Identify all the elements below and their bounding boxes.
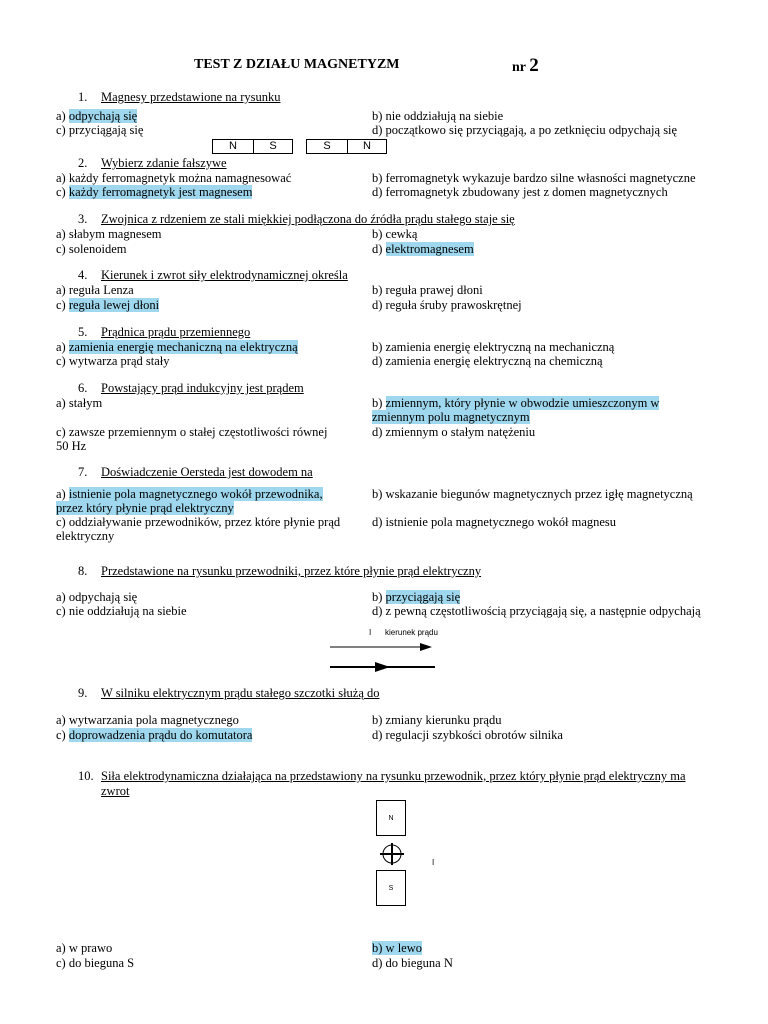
q7-question: Doświadczenie Oersteda jest dowodem na xyxy=(101,465,313,479)
q5-option-c[interactable]: c) wytwarza prąd stały xyxy=(56,354,170,368)
q10-question-line-1: Siła elektrodynamiczna działająca na przedstawiony na rysunku przewodnik, przez który płynie prąd elektryczny ma xyxy=(101,769,686,783)
q6-option-c[interactable]: c) zawsze przemiennym o stałej częstotliwości równej xyxy=(56,425,328,439)
q3-d-text: elektromagnesem xyxy=(385,242,474,256)
q4-question: Kierunek i zwrot siły elektrodynamicznej określa xyxy=(101,268,348,282)
q6-option-b-cont xyxy=(372,410,530,425)
q7-a-text-1: istnienie pola magnetycznego wokół przewodnika, xyxy=(68,487,323,501)
q2-question: Wybierz zdanie fałszywe xyxy=(101,156,227,170)
q9-option-d[interactable]: d) regulacji szybkości obrotów silnika xyxy=(372,728,563,742)
q10-magnet-n: N xyxy=(376,800,406,836)
q10-conductor-into-page-icon xyxy=(380,843,404,865)
q1-option-b[interactable]: b) nie oddziałują na siebie xyxy=(372,109,504,123)
q5-option-d[interactable]: d) zamienia energię elektryczną na chemiczną xyxy=(372,354,603,368)
q5-a-letter: a) xyxy=(56,340,66,354)
q1-question: Magnesy przedstawione na rysunku xyxy=(101,90,281,104)
q9-option-b[interactable]: b) zmiany kierunku prądu xyxy=(372,713,502,727)
q7-option-d[interactable]: d) istnienie pola magnetycznego wokół magnesu xyxy=(372,515,617,529)
q4-option-d[interactable]: d) reguła śruby prawoskrętnej xyxy=(372,298,522,312)
q10-magnet-s: S xyxy=(376,870,406,906)
q6-option-a[interactable]: a) stałym xyxy=(56,396,103,410)
q9-c-text: doprowadzenia prądu do komutatora xyxy=(68,728,253,742)
q10-option-d[interactable]: d) do bieguna N xyxy=(372,956,453,970)
q3-option-c[interactable]: c) solenoidem xyxy=(56,242,127,256)
q3-option-d[interactable] xyxy=(372,242,474,257)
q4-option-c[interactable] xyxy=(56,298,159,313)
magnet-1-s: S xyxy=(253,139,293,154)
q3-option-a[interactable]: a) słabym magnesem xyxy=(56,227,162,241)
q2-option-a[interactable]: a) każdy ferromagnetyk można namagnesować xyxy=(56,171,292,185)
q8-fig-label: kierunek prądu xyxy=(385,628,438,637)
q3-question: Zwojnica z rdzeniem ze stali miękkiej podłączona do źródła prądu stałego staje się xyxy=(101,212,515,226)
q10-number: 10. xyxy=(78,769,94,783)
q7-option-c[interactable]: c) oddziaływanie przewodników, przez które płynie prąd xyxy=(56,515,341,529)
arrow-right-icon xyxy=(375,662,390,672)
q2-number: 2. xyxy=(78,156,88,170)
q8-number: 8. xyxy=(78,564,88,578)
q8-fig-current-symbol: I xyxy=(369,628,372,637)
q1-option-d[interactable]: d) początkowo się przyciągają, a po zetknięciu odpychają się xyxy=(372,123,678,137)
q7-option-c-cont: elektryczny xyxy=(56,529,115,543)
q2-c-text: każdy ferromagnetyk jest magnesem xyxy=(68,185,253,199)
q7-a-letter: a) xyxy=(56,487,66,501)
q10-b-text: b) w lewo xyxy=(372,941,422,955)
q8-option-a[interactable]: a) odpychają się xyxy=(56,590,138,604)
q7-option-a-cont xyxy=(56,501,234,516)
q8-question: Przedstawione na rysunku przewodniki, przez które płynie prąd elektryczny xyxy=(101,564,482,578)
q2-c-letter: c) xyxy=(56,185,66,199)
q8-option-c[interactable]: c) nie oddziałują na siebie xyxy=(56,604,187,618)
q10-option-a[interactable]: a) w prawo xyxy=(56,941,113,955)
q2-option-c[interactable] xyxy=(56,185,252,200)
arrow-right-icon xyxy=(420,643,432,651)
test-number-value: 2 xyxy=(529,55,539,76)
magnet-1-n: N xyxy=(212,139,254,154)
q3-option-b[interactable]: b) cewką xyxy=(372,227,418,241)
q5-a-text: zamienia energię mechaniczną na elektryczną xyxy=(68,340,298,354)
q9-option-a[interactable]: a) wytwarzania pola magnetycznego xyxy=(56,713,239,727)
page-title: TEST Z DZIAŁU MAGNETYZM xyxy=(194,57,400,72)
q6-number: 6. xyxy=(78,381,88,395)
q10-current-symbol: I xyxy=(432,858,435,867)
q4-c-text: reguła lewej dłoni xyxy=(68,298,160,312)
q6-option-c-cont: 50 Hz xyxy=(56,439,87,453)
q9-c-letter: c) xyxy=(56,728,66,742)
q7-option-a[interactable] xyxy=(56,487,323,502)
test-number-label: nr xyxy=(512,60,526,75)
q2-option-d[interactable]: d) ferromagnetyk zbudowany jest z domen magnetycznych xyxy=(372,185,668,199)
q8-option-b[interactable] xyxy=(372,590,460,605)
q6-b-text-1: zmiennym, który płynie w obwodzie umieszczonym w xyxy=(385,396,660,410)
q6-b-text-2: zmiennym polu magnetycznym xyxy=(372,410,530,424)
q2-option-b[interactable]: b) ferromagnetyk wykazuje bardzo silne własności magnetyczne xyxy=(372,171,696,185)
q3-d-letter: d) xyxy=(372,242,383,256)
q5-number: 5. xyxy=(78,325,88,339)
q10-option-b[interactable] xyxy=(372,941,422,956)
q8-option-d[interactable]: d) z pewną częstotliwością przyciągają się, a następnie odpychają xyxy=(372,604,701,618)
q4-option-b[interactable]: b) reguła prawej dłoni xyxy=(372,283,483,297)
q7-number: 7. xyxy=(78,465,88,479)
q4-number: 4. xyxy=(78,268,88,282)
q10-question-line-2: zwrot xyxy=(101,784,130,798)
q4-c-letter: c) xyxy=(56,298,66,312)
q4-option-a[interactable]: a) reguła Lenza xyxy=(56,283,134,297)
q6-b-letter: b) xyxy=(372,396,383,410)
q8-b-text: przyciągają się xyxy=(385,590,461,604)
q8-b-letter: b) xyxy=(372,590,383,604)
q9-question: W silniku elektrycznym prądu stałego szczotki służą do xyxy=(101,686,380,700)
q5-option-b[interactable]: b) zamienia energię elektryczną na mechaniczną xyxy=(372,340,615,354)
q7-a-text-2: przez który płynie prąd elektryczny xyxy=(56,501,234,515)
q5-option-a[interactable] xyxy=(56,340,298,355)
q7-option-b[interactable]: b) wskazanie biegunów magnetycznych przez igłę magnetyczną xyxy=(372,487,693,501)
q1-number: 1. xyxy=(78,90,88,104)
q9-number: 9. xyxy=(78,686,88,700)
q1-a-text: odpychają się xyxy=(68,109,138,123)
test-number xyxy=(512,55,539,77)
magnet-2-s: S xyxy=(306,139,348,154)
magnet-2-n: N xyxy=(347,139,387,154)
q5-question: Prądnica prądu przemiennego xyxy=(101,325,251,339)
q6-option-b[interactable] xyxy=(372,396,659,411)
q1-option-c[interactable]: c) przyciągają się xyxy=(56,123,144,137)
q10-option-c[interactable]: c) do bieguna S xyxy=(56,956,135,970)
q6-option-d[interactable]: d) zmiennym o stałym natężeniu xyxy=(372,425,536,439)
q1-option-a[interactable] xyxy=(56,109,137,124)
q3-number: 3. xyxy=(78,212,88,226)
q8-conductors-figure xyxy=(325,640,440,672)
q6-question: Powstający prąd indukcyjny jest prądem xyxy=(101,381,304,395)
q1-a-letter: a) xyxy=(56,109,66,123)
q9-option-c[interactable] xyxy=(56,728,252,743)
